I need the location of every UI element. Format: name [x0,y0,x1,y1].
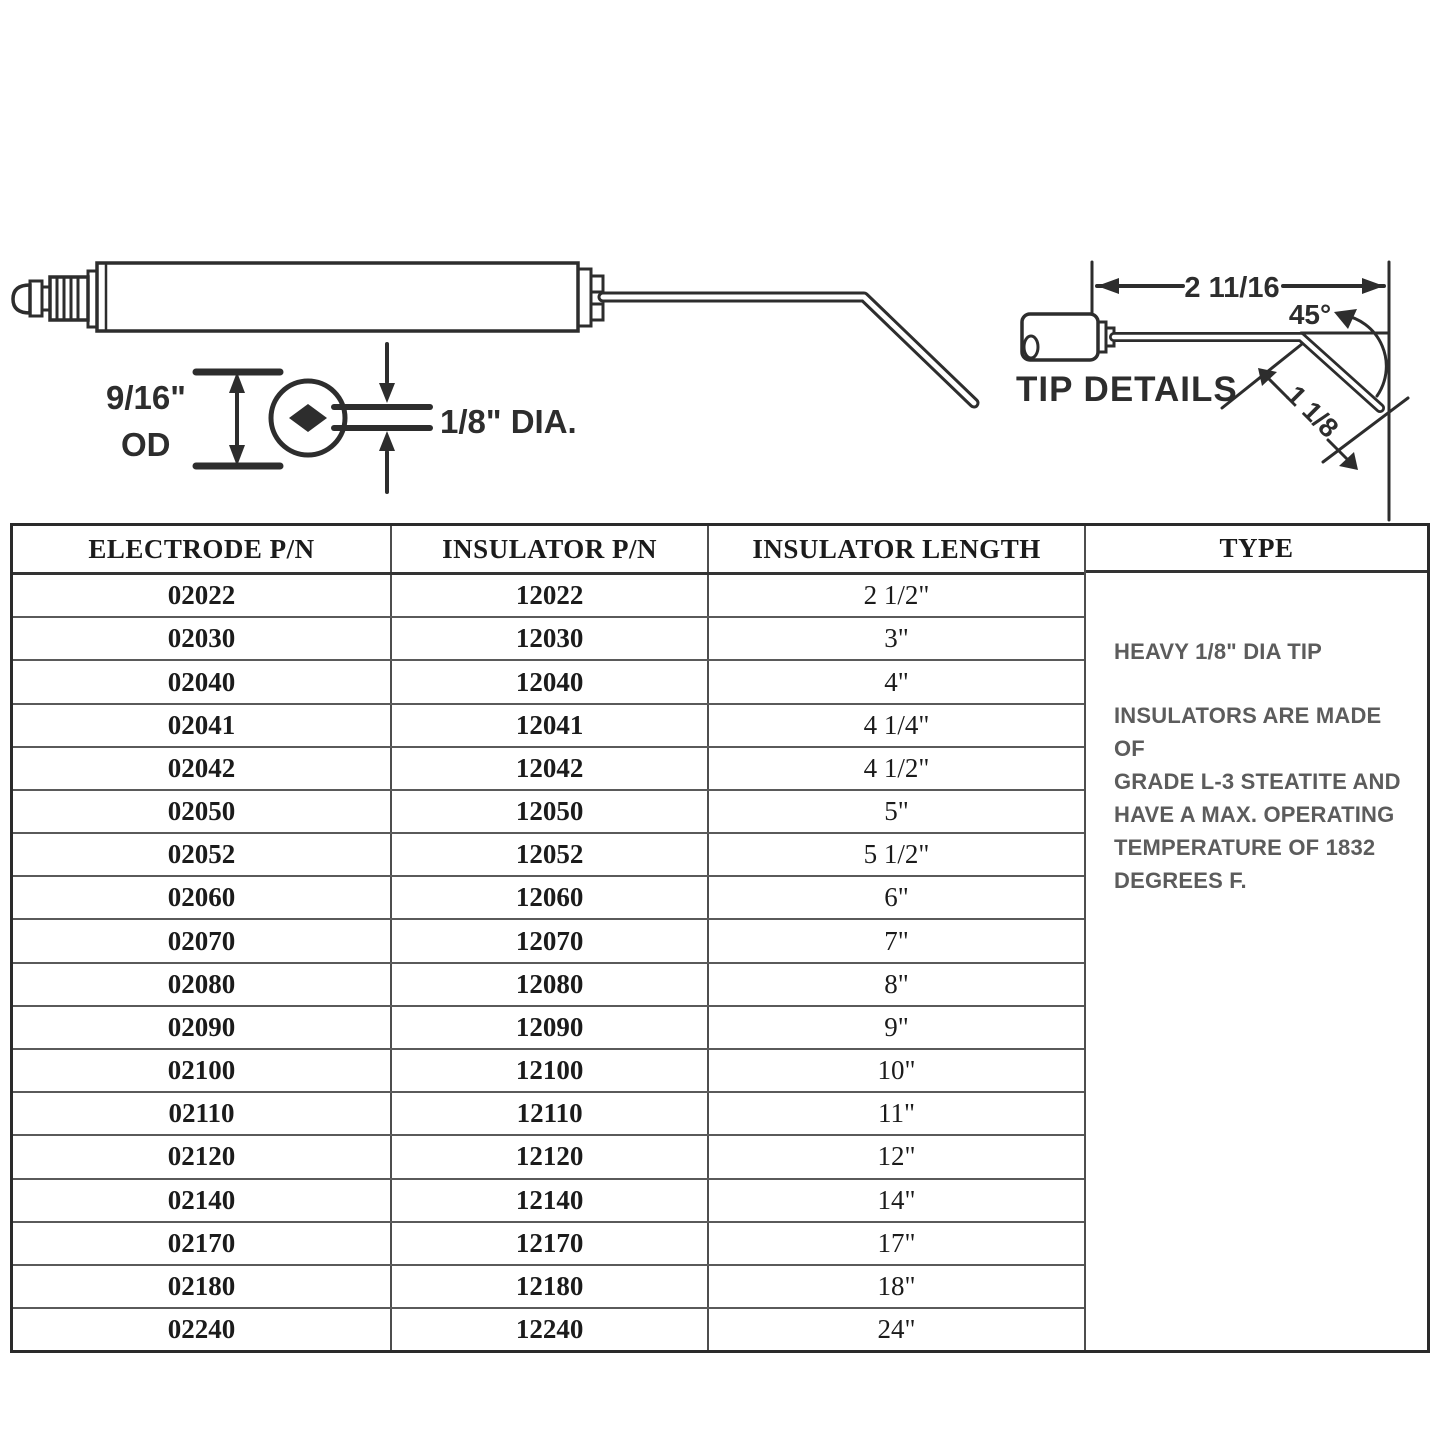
table-row [13,617,1084,660]
arrow-down-icon [379,383,395,403]
electrode-diagram [0,0,1445,523]
od-dimension-detail [196,344,430,492]
table-row [13,1092,1084,1135]
tip-details-title: TIP DETAILS [1016,370,1238,409]
table-row [13,660,1084,703]
table-cell: 02120 [13,1135,391,1178]
table-row [13,1179,1084,1222]
table-cell: 02042 [13,747,391,790]
table-cell: 12041 [391,704,708,747]
type-column [1084,526,1427,1350]
table-row [13,704,1084,747]
table-cell: 02060 [13,876,391,919]
table-cell: 17" [708,1222,1084,1265]
table-cell: 12022 [391,574,708,618]
table-cell: 12090 [391,1006,708,1049]
table-cell: 02240 [13,1308,391,1350]
arrow-right-icon [1362,278,1384,294]
table-cell: 9" [708,1006,1084,1049]
type-notes-line: GRADE L-3 STEATITE AND [1114,769,1401,794]
table-row [13,1308,1084,1350]
tip-width-dimension: 2 11/16 [1184,272,1280,304]
table-row [13,1049,1084,1092]
table-cell: 02041 [13,704,391,747]
table-cell: 4 1/4" [708,704,1084,747]
table-row [13,1222,1084,1265]
table-cell: 6" [708,876,1084,919]
table-cell: 24" [877,1314,916,1345]
table-cell: 02070 [13,919,391,962]
type-notes-line: HAVE A MAX. OPERATING [1114,802,1395,827]
table-cell: 02140 [13,1179,391,1222]
table-header-row [13,526,1084,574]
type-notes-line: INSULATORS ARE MADE OF [1114,703,1382,761]
table-cell: 12100 [391,1049,708,1092]
spec-table [10,523,1430,1353]
table-row [13,574,1084,618]
table-cell: 12040 [391,660,708,703]
table-cell: 18" [708,1265,1084,1308]
table-cell: 02050 [13,790,391,833]
table-cell: 12060 [391,876,708,919]
type-notes-line: DEGREES F. [1114,868,1247,893]
table-cell: 02040 [13,660,391,703]
arrow-left-icon [1097,278,1119,294]
table-row [13,1006,1084,1049]
table-cell: 3" [708,617,1084,660]
table-cell: 4" [708,660,1084,703]
table-cell: 12240 [391,1308,708,1350]
table-cell: 7" [708,919,1084,962]
table-cell: 12070 [391,919,708,962]
table-row [13,919,1084,962]
table-cell: 12140 [391,1179,708,1222]
arrow-up-icon [379,431,395,451]
table-cell: 12042 [391,747,708,790]
table-cell: 5 1/2" [708,833,1084,876]
table-cell: 11" [708,1092,1084,1135]
table-cell: 02030 [13,617,391,660]
type-notes-line: TEMPERATURE OF 1832 [1114,835,1376,860]
table-cell: 2 1/2" [708,574,1084,618]
table-cell: 12030 [391,617,708,660]
table-cell: 12120 [391,1135,708,1178]
header-electrode-pn: ELECTRODE P/N [13,526,391,574]
table-row [13,1265,1084,1308]
table-cell: 12180 [391,1265,708,1308]
od-label-line2: OD [121,426,171,463]
wire-dia-label: 1/8" DIA. [440,403,577,440]
table-cell: 12170 [391,1222,708,1265]
table-row [13,833,1084,876]
table-cell: 02180 [13,1265,391,1308]
spec-table-main-columns [13,526,1084,1350]
table-cell: 02090 [13,1006,391,1049]
table-cell: 12110 [391,1092,708,1135]
header-insulator-length: INSULATOR LENGTH [708,526,1084,574]
header-insulator-pn: INSULATOR P/N [391,526,708,574]
table-cell: 4 1/2" [708,747,1084,790]
table-cell: 5" [708,790,1084,833]
table-row [13,963,1084,1006]
table-body [13,574,1084,1351]
table-cell: 10" [708,1049,1084,1092]
tip-angle-label: 45° [1288,299,1332,330]
table-cell: 02100 [13,1049,391,1092]
table-cell: 02080 [13,963,391,1006]
tip-bend-length-label: 1 1/8 [1280,379,1345,444]
table-cell: 12080 [391,963,708,1006]
type-notes [1086,573,1427,897]
table-cell: 02052 [13,833,391,876]
type-notes-heading: HEAVY 1/8" DIA TIP [1114,639,1323,664]
table-row [13,790,1084,833]
table-cell: 02022 [13,574,391,618]
table-cell: 02170 [13,1222,391,1265]
table-cell: 12" [708,1135,1084,1178]
table-row [13,747,1084,790]
table-cell: 12052 [391,833,708,876]
table-row [13,1135,1084,1178]
table-cell: 12050 [391,790,708,833]
header-type: TYPE [1086,526,1427,573]
type-notes-paragraph [1114,699,1407,897]
table-cell: 8" [708,963,1084,1006]
table-cell: 02110 [13,1092,391,1135]
table-row [13,876,1084,919]
table-cell: 14" [708,1179,1084,1222]
od-label-line1: 9/16" [106,379,186,416]
